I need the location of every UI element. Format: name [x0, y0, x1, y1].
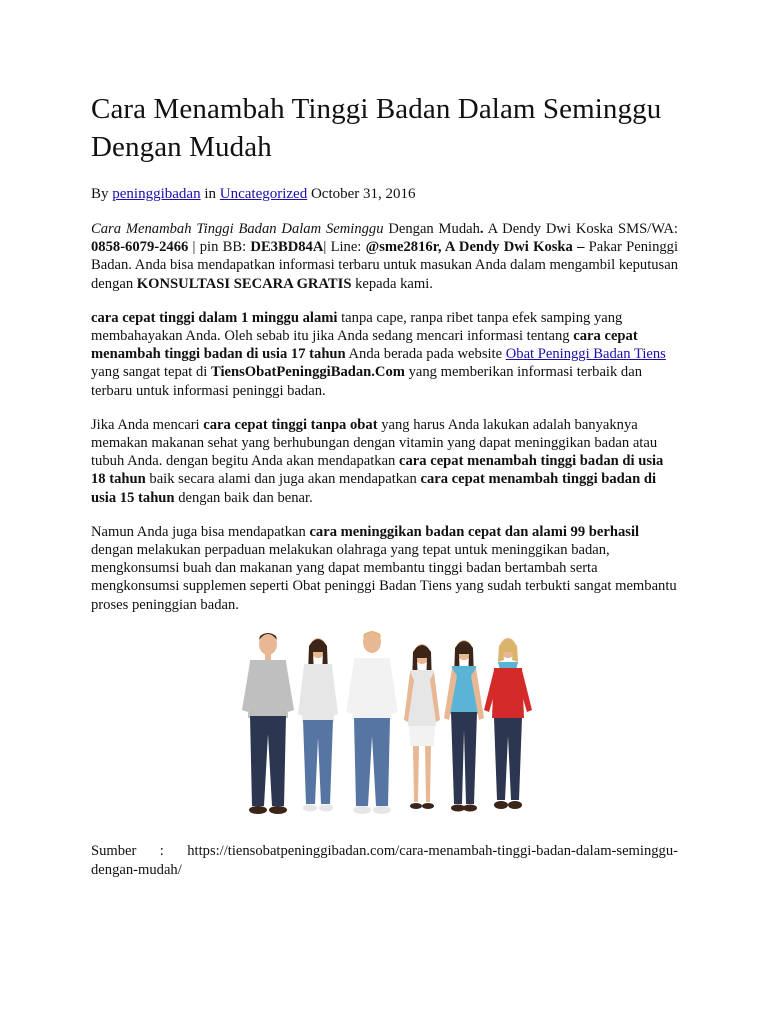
p4-bold-1: cara meninggikan badan cepat dan alami 99 berhasil [309, 523, 640, 540]
p2-text-3: yang sangat tepat di [91, 364, 211, 381]
p4-text-2: dengan melakukan perpaduan melakukan olahraga yang tepat untuk meninggikan badan, mengkonsumsi buah dan makanan yang dapat membantu tinggi badan bertambah serta mengkonsumsi supplemen seperti Obat peninggi Badan Tiens yang sudah terbukti sangat membantu proses peninggian badan. [91, 542, 677, 613]
person-woman-white-top [298, 638, 338, 812]
p2-text-2: Anda berada pada website [345, 346, 506, 363]
intro-text-1: Dengan Mudah [383, 221, 480, 237]
p3-bold-3: cara cepat menambah tinggi badan di usia 15 tahun [91, 471, 657, 506]
person-woman-red-top [484, 638, 532, 809]
person-man-white-shirt [346, 631, 398, 814]
p3-text-3: baik secara alami dan juga akan mendapatkan [145, 471, 421, 488]
p3-bold-2: cara cepat menambah tinggi badan di usia 18 tahun [91, 453, 664, 488]
person-woman-light-top [404, 644, 440, 809]
group-photo [236, 630, 546, 820]
contact-phone: 0858-6079-2466 [91, 239, 189, 256]
source-url: https://tiensobatpeninggibadan.com/cara-menambah-tinggi-badan-dalam-seminggu-dengan-mudah/ [91, 842, 679, 878]
source-label: Sumber [91, 842, 137, 859]
meta-in-label: in [204, 186, 216, 202]
source-line [91, 842, 678, 880]
paragraph-4 [91, 523, 678, 614]
intro-text-2: A Dendy Dwi Koska SMS/WA: [483, 221, 678, 237]
paragraph-2 [91, 309, 678, 400]
intro-italic-phrase: Cara Menambah Tinggi Badan Dalam Seminggu [91, 221, 384, 237]
p3-text-2: yang harus Anda lakukan adalah banyaknya memakan makanan sehat yang berhubungan dengan vitamin yang dapat meninggikan badan atau tubuh Anda. dengan begitu Anda akan mendapatkan [91, 416, 658, 470]
contact-line: @sme2816r, A Dendy Dwi Koska – [365, 239, 585, 256]
post-date: October 31, 2016 [310, 186, 416, 202]
meta-by-label: By [91, 186, 109, 202]
paragraph-intro [91, 220, 678, 293]
intro-text-4: | Line: [323, 239, 366, 256]
intro-text-3: | pin BB: [188, 239, 251, 256]
contact-pin-bb: DE3BD84A [250, 239, 324, 256]
source-separator: : [159, 842, 164, 859]
p3-bold-1: cara cepat tinggi tanpa obat [203, 416, 378, 433]
people-illustration [236, 630, 546, 820]
intro-text-5: Pakar Peninggi Badan. Anda bisa mendapatkan informasi terbaru untuk masukan Anda dalam mengambil keputusan dengan [91, 239, 679, 292]
category-link[interactable]: Uncategorized [219, 186, 308, 202]
konsultasi-highlight: KONSULTASI SECARA GRATIS [136, 275, 352, 292]
p4-text-1: Namun Anda juga bisa mendapatkan [91, 523, 310, 540]
person-woman-cyan-top [444, 640, 484, 812]
person-man-grey-shirt [242, 633, 294, 814]
intro-dot: . [479, 221, 484, 237]
intro-text-6: kepada kami. [351, 275, 433, 292]
p2-bold-2: cara cepat menambah tinggi badan di usia 17 tahun [91, 328, 638, 363]
p2-text-1: tanpa cape, ranpa ribet tanpa efek samping yang membahayakan Anda. Oleh sebab itu jika Anda sedang mencari informasi tentang [91, 309, 623, 345]
p3-text-4: dengan baik dan benar. [174, 489, 313, 506]
page-title: Cara Menambah Tinggi Badan Dalam Seminggu Dengan Mudah [91, 93, 662, 163]
paragraph-3 [91, 416, 678, 507]
post-meta [91, 184, 678, 204]
p2-text-4: yang memberikan informasi terbaik dan terbaru untuk informasi peninggi badan. [91, 364, 642, 399]
p2-bold-1: cara cepat tinggi dalam 1 minggu alami [91, 309, 338, 326]
p2-bold-site: TiensObatPeninggiBadan.Com [210, 364, 405, 381]
p3-text-1: Jika Anda mencari [91, 416, 204, 433]
obat-peninggi-link[interactable]: Obat Peninggi Badan Tiens [505, 346, 666, 363]
author-link[interactable]: peninggibadan [112, 186, 201, 202]
